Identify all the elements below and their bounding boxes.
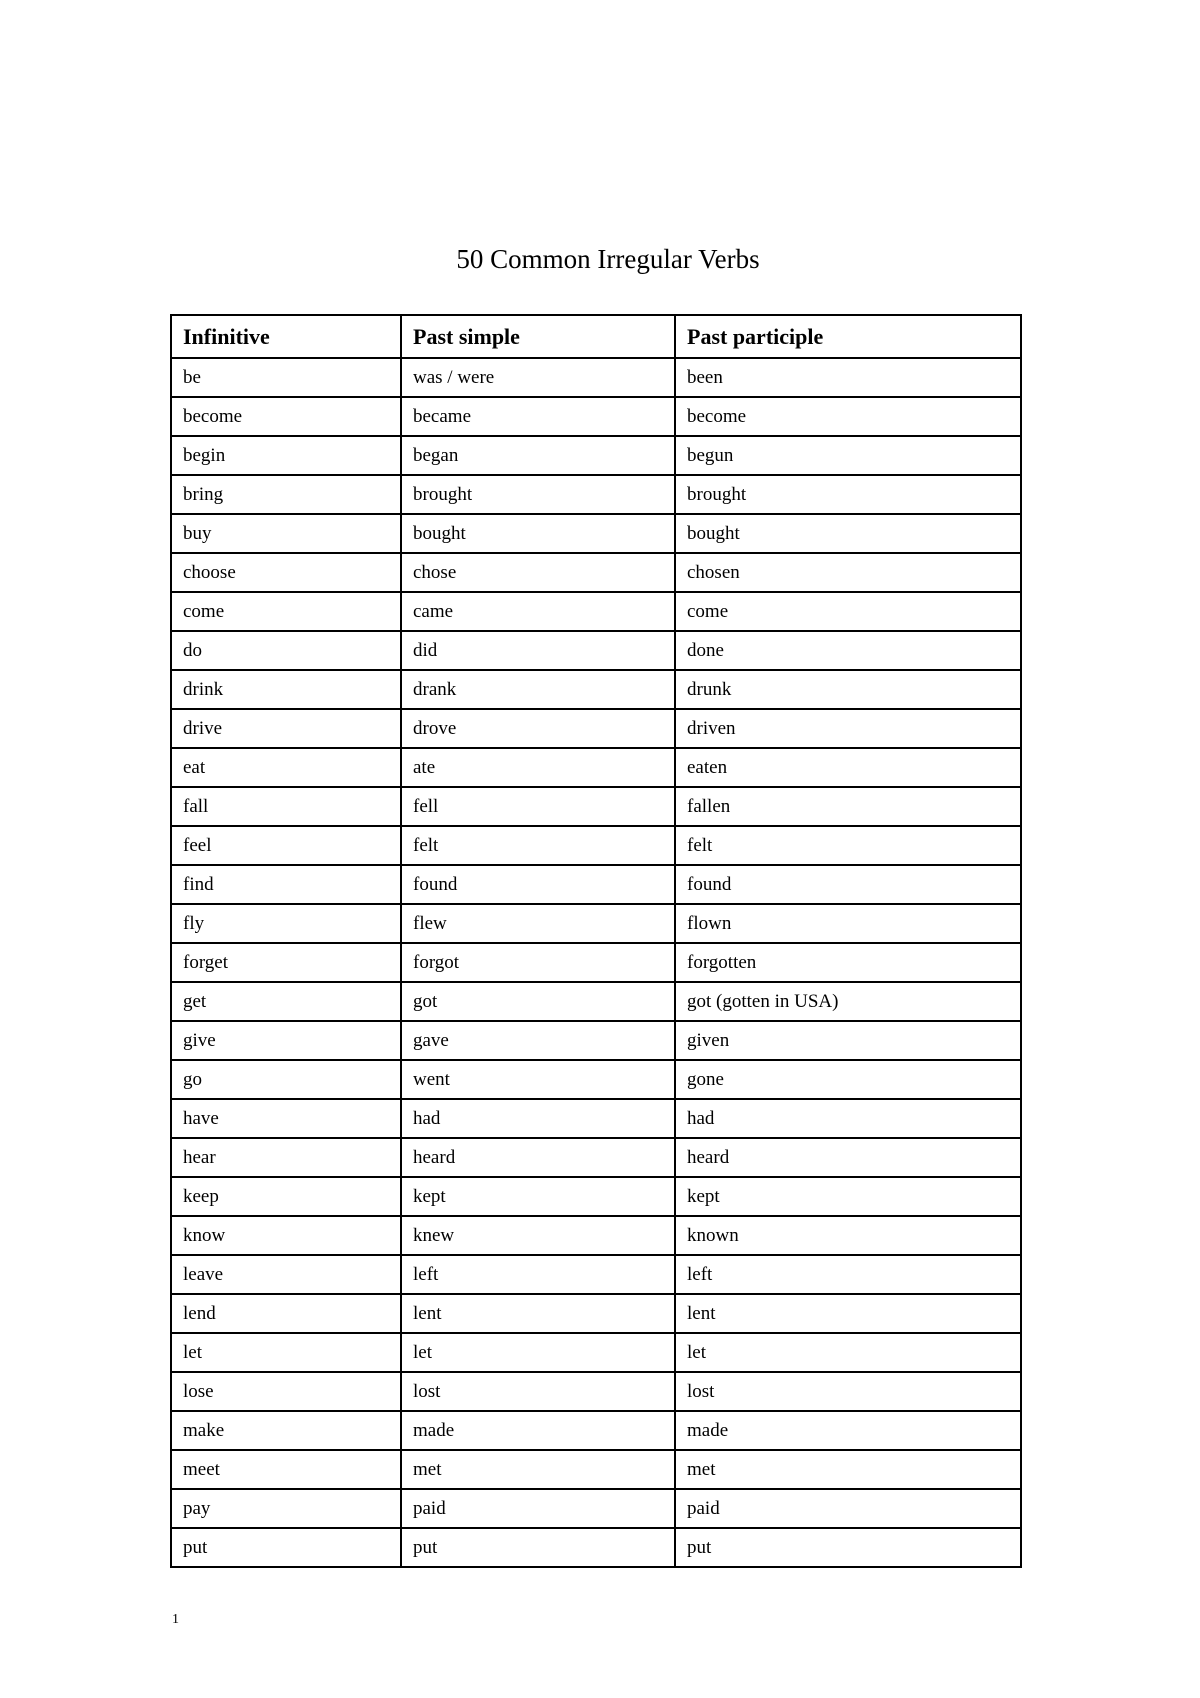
table-row [171,1138,1021,1177]
past-simple-cell: got [401,982,675,1021]
past-participle-cell: drunk [675,670,1021,709]
past-simple-cell: paid [401,1489,675,1528]
past-participle-cell: flown [675,904,1021,943]
past-simple-cell: did [401,631,675,670]
infinitive-cell: pay [171,1489,401,1528]
past-participle-cell: become [675,397,1021,436]
past-simple-cell: came [401,592,675,631]
infinitive-cell: become [171,397,401,436]
table-row [171,1528,1021,1567]
infinitive-cell: know [171,1216,401,1255]
infinitive-cell: keep [171,1177,401,1216]
table-row [171,1489,1021,1528]
past-simple-cell: gave [401,1021,675,1060]
past-participle-cell: gone [675,1060,1021,1099]
past-participle-cell: chosen [675,553,1021,592]
header-past-simple: Past simple [401,315,675,358]
past-participle-cell: felt [675,826,1021,865]
infinitive-cell: lend [171,1294,401,1333]
past-participle-cell: lent [675,1294,1021,1333]
infinitive-cell: choose [171,553,401,592]
past-participle-cell: got (gotten in USA) [675,982,1021,1021]
infinitive-cell: buy [171,514,401,553]
past-simple-cell: began [401,436,675,475]
past-participle-cell: found [675,865,1021,904]
past-simple-cell: flew [401,904,675,943]
past-participle-cell: met [675,1450,1021,1489]
past-simple-cell: drank [401,670,675,709]
past-participle-cell: forgotten [675,943,1021,982]
past-simple-cell: put [401,1528,675,1567]
past-simple-cell: kept [401,1177,675,1216]
past-simple-cell: heard [401,1138,675,1177]
header-past-participle: Past participle [675,315,1021,358]
past-participle-cell: kept [675,1177,1021,1216]
past-simple-cell: had [401,1099,675,1138]
infinitive-cell: meet [171,1450,401,1489]
past-simple-cell: felt [401,826,675,865]
table-row [171,904,1021,943]
past-participle-cell: come [675,592,1021,631]
infinitive-cell: have [171,1099,401,1138]
past-simple-cell: lost [401,1372,675,1411]
table-row [171,787,1021,826]
past-simple-cell: knew [401,1216,675,1255]
table-row [171,1450,1021,1489]
infinitive-cell: forget [171,943,401,982]
past-participle-cell: begun [675,436,1021,475]
infinitive-cell: eat [171,748,401,787]
table-row [171,592,1021,631]
past-participle-cell: been [675,358,1021,397]
past-participle-cell: known [675,1216,1021,1255]
infinitive-cell: come [171,592,401,631]
table-row [171,1411,1021,1450]
infinitive-cell: make [171,1411,401,1450]
past-simple-cell: became [401,397,675,436]
table-row [171,1099,1021,1138]
table-row [171,1021,1021,1060]
past-participle-cell: brought [675,475,1021,514]
past-participle-cell: heard [675,1138,1021,1177]
document-title: 50 Common Irregular Verbs [456,244,760,274]
infinitive-cell: let [171,1333,401,1372]
table-body [171,358,1021,1567]
table-row [171,1060,1021,1099]
infinitive-cell: fly [171,904,401,943]
infinitive-cell: put [171,1528,401,1567]
table-row [171,397,1021,436]
table-row [171,865,1021,904]
table-row [171,631,1021,670]
table-row [171,709,1021,748]
past-simple-cell: made [401,1411,675,1450]
table-row [171,514,1021,553]
past-participle-cell: put [675,1528,1021,1567]
header-infinitive: Infinitive [171,315,401,358]
table-row [171,982,1021,1021]
past-participle-cell: let [675,1333,1021,1372]
past-participle-cell: bought [675,514,1021,553]
table-row [171,1255,1021,1294]
table-row [171,943,1021,982]
table-row [171,358,1021,397]
past-participle-cell: had [675,1099,1021,1138]
past-participle-cell: given [675,1021,1021,1060]
infinitive-cell: leave [171,1255,401,1294]
table-row [171,1372,1021,1411]
table-row [171,1294,1021,1333]
infinitive-cell: find [171,865,401,904]
past-participle-cell: lost [675,1372,1021,1411]
past-participle-cell: done [675,631,1021,670]
past-simple-cell: let [401,1333,675,1372]
past-simple-cell: bought [401,514,675,553]
past-participle-cell: driven [675,709,1021,748]
past-simple-cell: lent [401,1294,675,1333]
past-simple-cell: met [401,1450,675,1489]
table-row [171,436,1021,475]
infinitive-cell: fall [171,787,401,826]
infinitive-cell: bring [171,475,401,514]
past-simple-cell: drove [401,709,675,748]
table-row [171,475,1021,514]
infinitive-cell: hear [171,1138,401,1177]
table-row [171,1177,1021,1216]
past-simple-cell: forgot [401,943,675,982]
past-simple-cell: went [401,1060,675,1099]
past-participle-cell: eaten [675,748,1021,787]
past-simple-cell: found [401,865,675,904]
table-row [171,748,1021,787]
infinitive-cell: drink [171,670,401,709]
infinitive-cell: begin [171,436,401,475]
table-row [171,670,1021,709]
table-row [171,553,1021,592]
past-participle-cell: made [675,1411,1021,1450]
table-header-row [171,315,1021,358]
infinitive-cell: drive [171,709,401,748]
infinitive-cell: do [171,631,401,670]
table-row [171,826,1021,865]
past-simple-cell: ate [401,748,675,787]
infinitive-cell: be [171,358,401,397]
past-participle-cell: fallen [675,787,1021,826]
infinitive-cell: feel [171,826,401,865]
past-simple-cell: left [401,1255,675,1294]
infinitive-cell: get [171,982,401,1021]
past-simple-cell: chose [401,553,675,592]
past-simple-cell: fell [401,787,675,826]
past-participle-cell: left [675,1255,1021,1294]
table-row [171,1333,1021,1372]
infinitive-cell: lose [171,1372,401,1411]
past-participle-cell: paid [675,1489,1021,1528]
past-simple-cell: was / were [401,358,675,397]
infinitive-cell: go [171,1060,401,1099]
table-row [171,1216,1021,1255]
irregular-verbs-table [170,314,1022,1568]
page-number: 1 [172,1612,179,1627]
past-simple-cell: brought [401,475,675,514]
infinitive-cell: give [171,1021,401,1060]
